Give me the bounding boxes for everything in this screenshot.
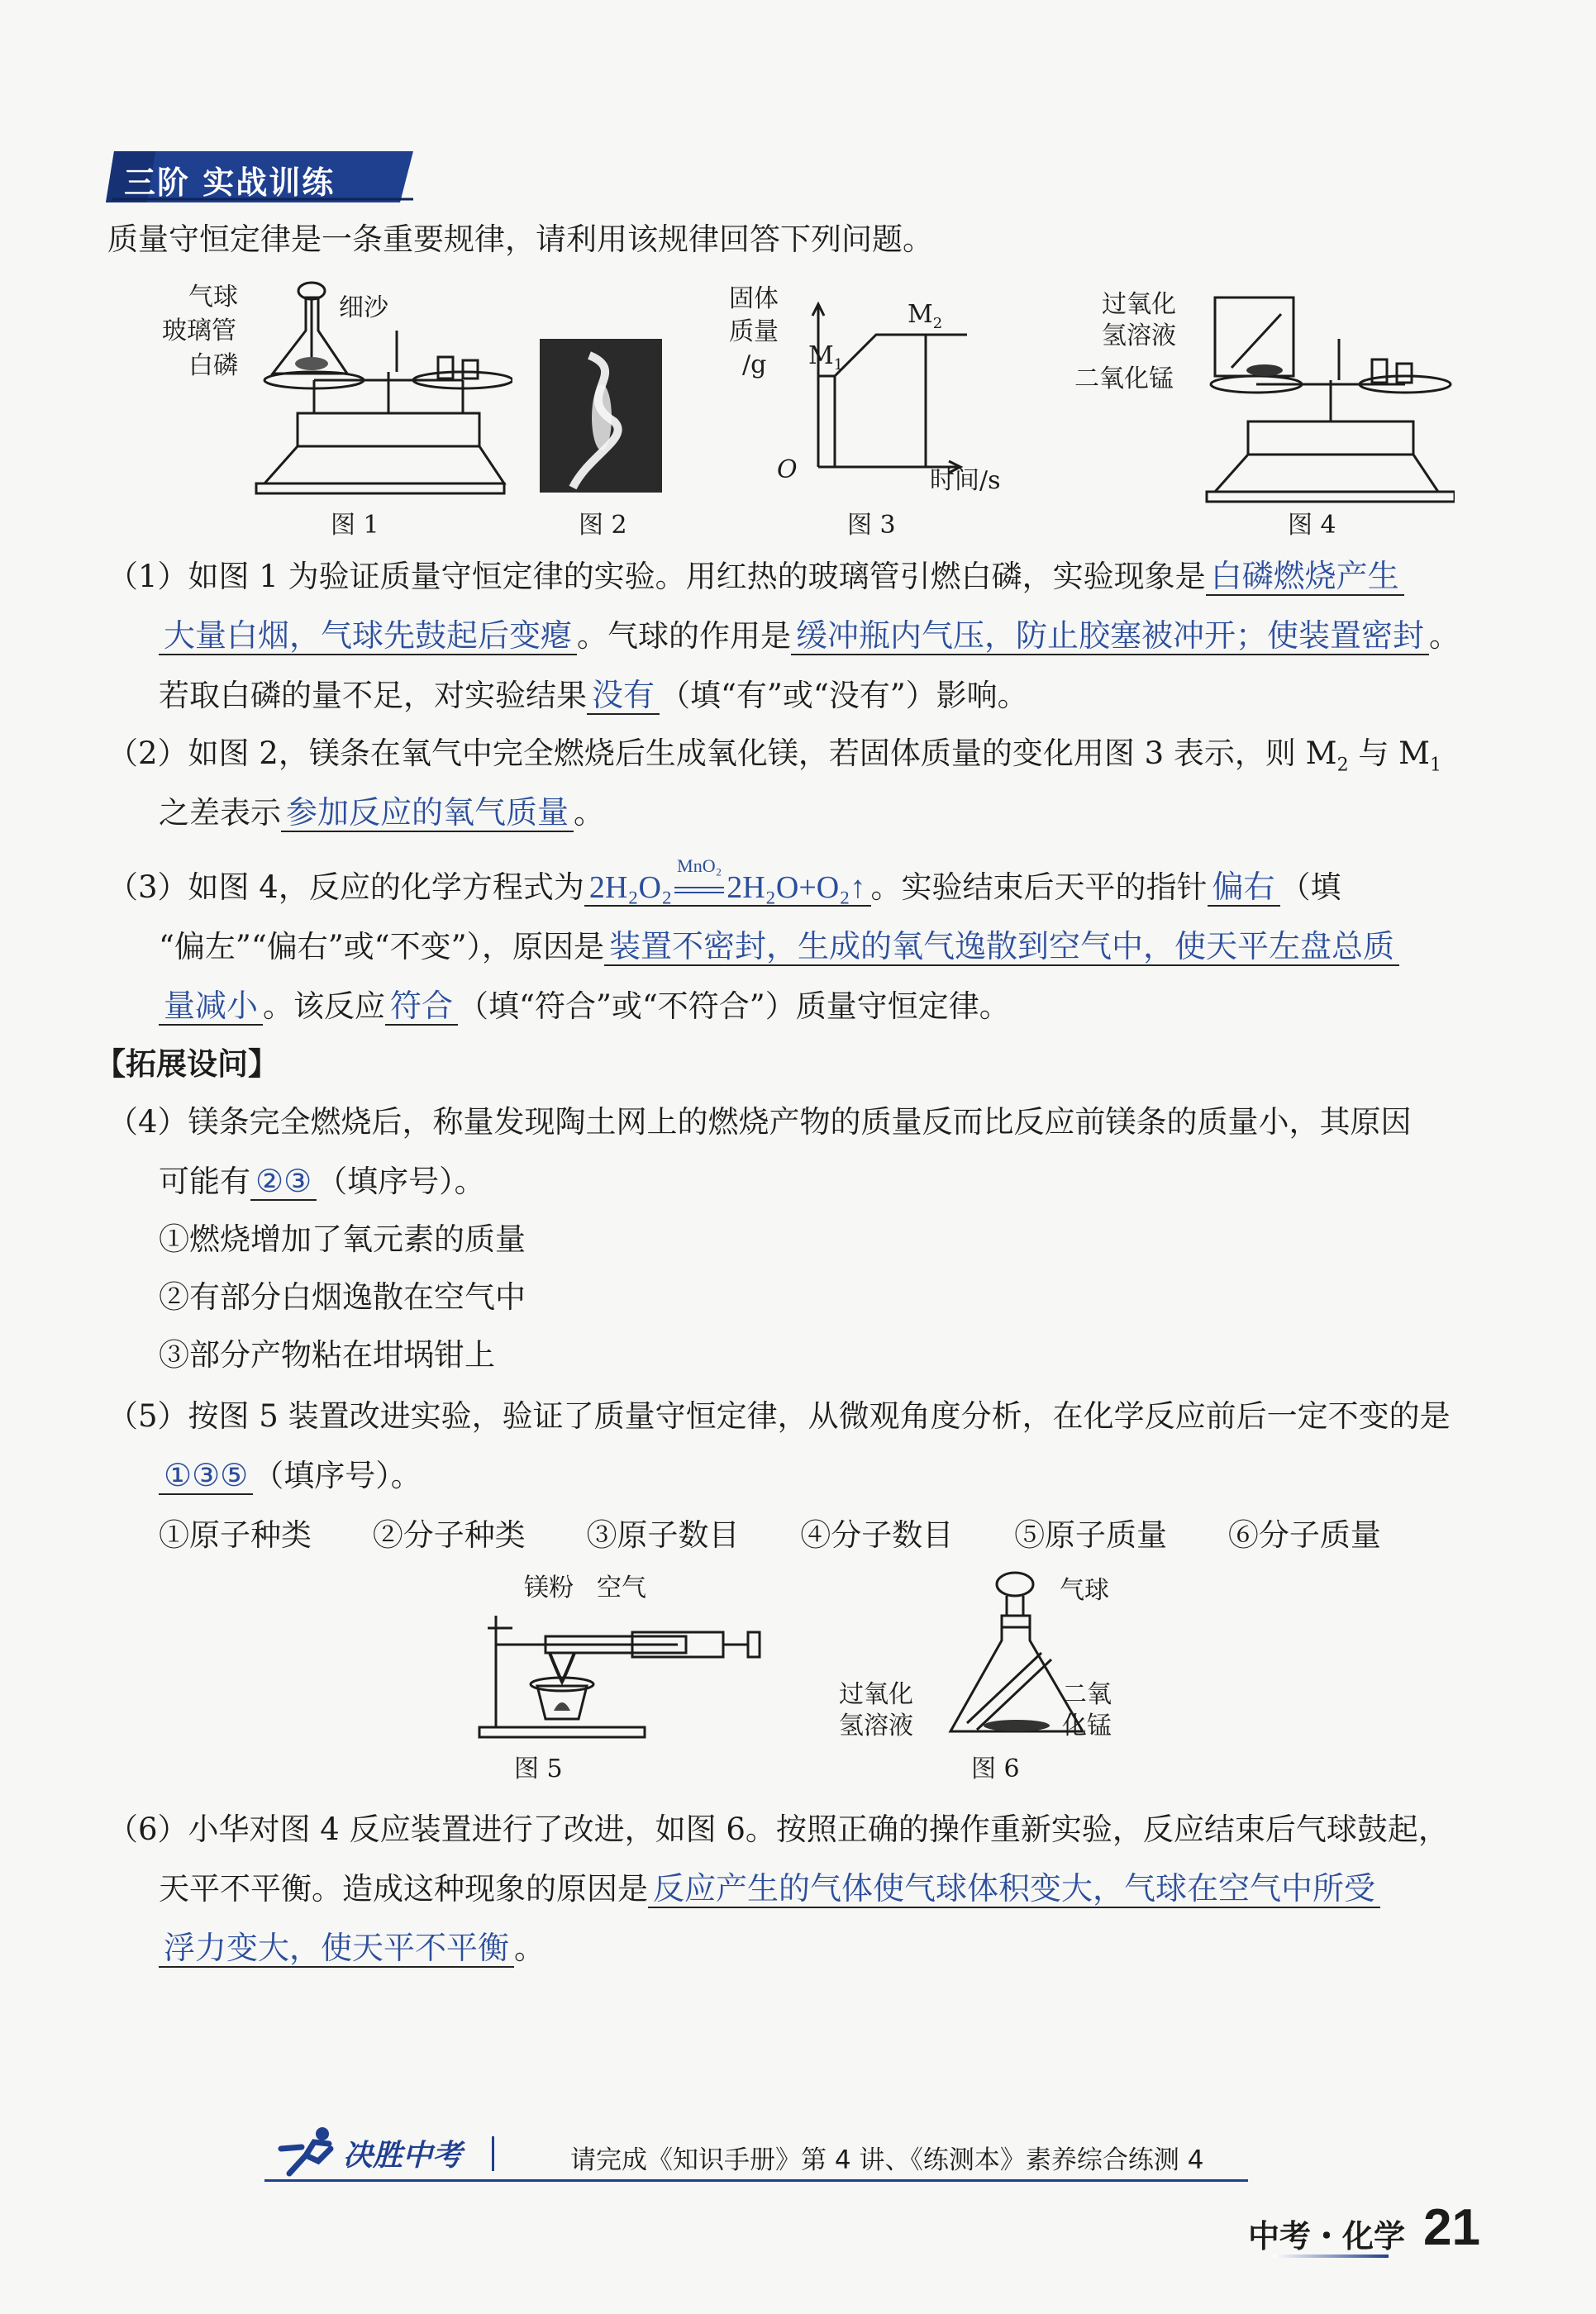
q1-line1: （1）如图 1 为验证质量守恒定律的实验。用红热的玻璃管引燃白磷，实验现象是 白磷燃烧产生 <box>107 557 1404 597</box>
section-title: 三阶 实战训练 <box>124 164 336 201</box>
q5-option-4: ④分子数目 <box>800 1517 954 1553</box>
q4-option-1: ①燃烧增加了氧元素的质量 <box>159 1221 526 1257</box>
q4-answer: ②③ <box>250 1164 317 1201</box>
q1-line2: 大量白烟，气球先鼓起后变瘪 。气球的作用是 缓冲瓶内气压，防止胶塞被冲开；使装置密封 。 <box>159 617 1460 656</box>
q2-answer: 参加反应的氧气质量 <box>281 796 574 832</box>
q3-answer-conform: 符合 <box>385 989 458 1026</box>
fig5-label-air: 空气 <box>597 1574 646 1602</box>
q3-line2: “偏左”“偏右”或“不变”），原因是 装置不密封，生成的氧气逸散到空气中，使天平左盘总质 <box>159 927 1399 967</box>
q6-line3: 浮力变大，使天平不平衡 。 <box>159 1929 545 1969</box>
fig3-ylabel-2: 质量 <box>729 317 779 346</box>
fig1-label-sand: 细沙 <box>339 293 388 322</box>
q5-option-3: ③原子数目 <box>586 1517 740 1553</box>
fig3-ylabel-3: /g <box>742 350 767 379</box>
q3-line1: （3）如图 4，反应的化学方程式为 2H₂O₂ MnO₂ 2H₂O+O₂↑ 。实验结束后天平的指针 偏右 （填 <box>107 855 1341 905</box>
q5-option-6: ⑥分子质量 <box>1227 1517 1381 1553</box>
fig6-label-mno2-2: 化锰 <box>1062 1712 1112 1740</box>
figure-1-balance-flask <box>149 281 512 504</box>
fig3-ylabel-1: 固体 <box>729 284 779 313</box>
q6-line2: 天平不平衡。造成这种现象的原因是 反应产生的气体使气球体积变大，气球在空气中所受 <box>159 1869 1380 1909</box>
q3-answer-pointer: 偏右 <box>1208 870 1280 907</box>
fig1-label-white-phosphorus: 白磷 <box>188 351 238 380</box>
q5-line1: （5）按图 5 装置改进实验，验证了质量守恒定律，从微观角度分析，在化学反应前后一定不变的是 <box>107 1398 1451 1434</box>
q2-line2: 之差表示 参加反应的氧气质量 。 <box>159 795 605 831</box>
page-number: 21 <box>1423 2199 1480 2256</box>
fig1-caption: 图 1 <box>331 511 379 540</box>
fig1-label-glass-tube: 玻璃管 <box>162 317 236 345</box>
figure-4-balance-beaker <box>1190 289 1455 504</box>
fig4-label-h2o2-1: 过氧化 <box>1102 290 1176 319</box>
fig1-label-balloon: 气球 <box>188 283 238 312</box>
runner-logo-icon <box>273 2124 347 2182</box>
fig4-label-h2o2-2: 氢溶液 <box>1102 321 1176 350</box>
q3-answer-reason-b: 量减小 <box>159 989 263 1026</box>
q3-answer-equation: 2H₂O₂ MnO₂ 2H₂O+O₂↑ <box>584 870 871 907</box>
q5-options <box>159 1516 1381 1555</box>
fig6-label-h2o2-2: 氢溶液 <box>839 1712 913 1740</box>
figure-2-magnesium-photo <box>540 339 662 493</box>
q4-line2: 可能有 ②③ （填序号）。 <box>159 1164 485 1199</box>
q4-line1: （4）镁条完全燃烧后，称量发现陶土网上的燃烧产物的质量反而比反应前镁条的质量小，其原因 <box>107 1104 1412 1140</box>
extension-title: 【拓展设问】 <box>95 1046 279 1082</box>
q4-option-3: ③部分产物粘在坩埚钳上 <box>159 1337 495 1373</box>
fig4-caption: 图 4 <box>1288 511 1336 540</box>
fig3-caption: 图 3 <box>847 511 896 540</box>
footer-divider <box>492 2136 494 2171</box>
q2-line1: （2）如图 2，镁条在氧气中完全燃烧后生成氧化镁，若固体质量的变化用图 3 表示，则 $M_2$ 与 $M_1$ <box>107 736 1441 776</box>
q1-answer-effect: 没有 <box>587 678 660 715</box>
footer-subject: 中考・化学 <box>1248 2218 1406 2254</box>
q1-answer-phenomenon-b: 大量白烟，气球先鼓起后变瘪 <box>159 619 577 655</box>
fig2-caption: 图 2 <box>579 511 627 540</box>
figure-5-syringe-apparatus <box>463 1595 769 1744</box>
q6-line1: （6）小华对图 4 反应装置进行了改进，如图 6。按照正确的操作重新实验，反应结束后气球鼓起， <box>107 1812 1449 1847</box>
footer-logo-text: 决胜中考 <box>343 2139 463 2173</box>
q5-answer: ①③⑤ <box>159 1459 253 1495</box>
q5-option-5: ⑤原子质量 <box>1014 1517 1168 1553</box>
fig3-xlabel: 时间/s <box>930 466 1001 495</box>
q4-option-2: ②有部分白烟逸散在空气中 <box>159 1279 526 1315</box>
fig6-label-balloon: 气球 <box>1060 1576 1109 1605</box>
fig5-label-mg: 镁粉 <box>524 1574 574 1602</box>
q3-line3: 量减小 。该反应 符合 （填“符合”或“不符合”）质量守恒定律。 <box>159 987 1010 1026</box>
q3-answer-reason-a: 装置不密封，生成的氧气逸散到空气中，使天平左盘总质 <box>604 930 1399 966</box>
fig3-m1-label: $M_1$ <box>808 341 844 374</box>
footer-reminder: 请完成《知识手册》第 4 讲、《练测本》素养综合练测 4 <box>570 2145 1204 2175</box>
q6-answer-b: 浮力变大，使天平不平衡 <box>159 1931 514 1968</box>
q5-option-2: ②分子种类 <box>372 1517 526 1553</box>
intro-text: 质量守恒定律是一条重要规律，请利用该规律回答下列问题。 <box>107 221 933 257</box>
fig6-label-mno2-1: 二氧 <box>1062 1680 1112 1709</box>
q1-answer-phenomenon-a: 白磷燃烧产生 <box>1206 559 1404 596</box>
fig4-label-mno2: 二氧化锰 <box>1074 364 1174 393</box>
footer-rule <box>264 2179 1248 2182</box>
q5-option-1: ①原子种类 <box>159 1517 312 1553</box>
subject-underline <box>1273 2254 1389 2258</box>
fig3-m2-label: $M_2$ <box>908 300 943 332</box>
fig3-origin: O <box>777 455 798 484</box>
fig6-caption: 图 6 <box>971 1755 1020 1783</box>
q1-line3: 若取白磷的量不足，对实验结果 没有 （填“有”或“没有”）影响。 <box>159 678 1028 713</box>
fig5-caption: 图 5 <box>514 1755 563 1783</box>
q5-line2: ①③⑤ （填序号）。 <box>159 1456 422 1496</box>
fig6-label-h2o2-1: 过氧化 <box>839 1680 913 1709</box>
q6-answer-a: 反应产生的气体使气球体积变大，气球在空气中所受 <box>648 1872 1380 1908</box>
q1-answer-balloon-role: 缓冲瓶内气压，防止胶塞被冲开；使装置密封 <box>791 619 1429 655</box>
